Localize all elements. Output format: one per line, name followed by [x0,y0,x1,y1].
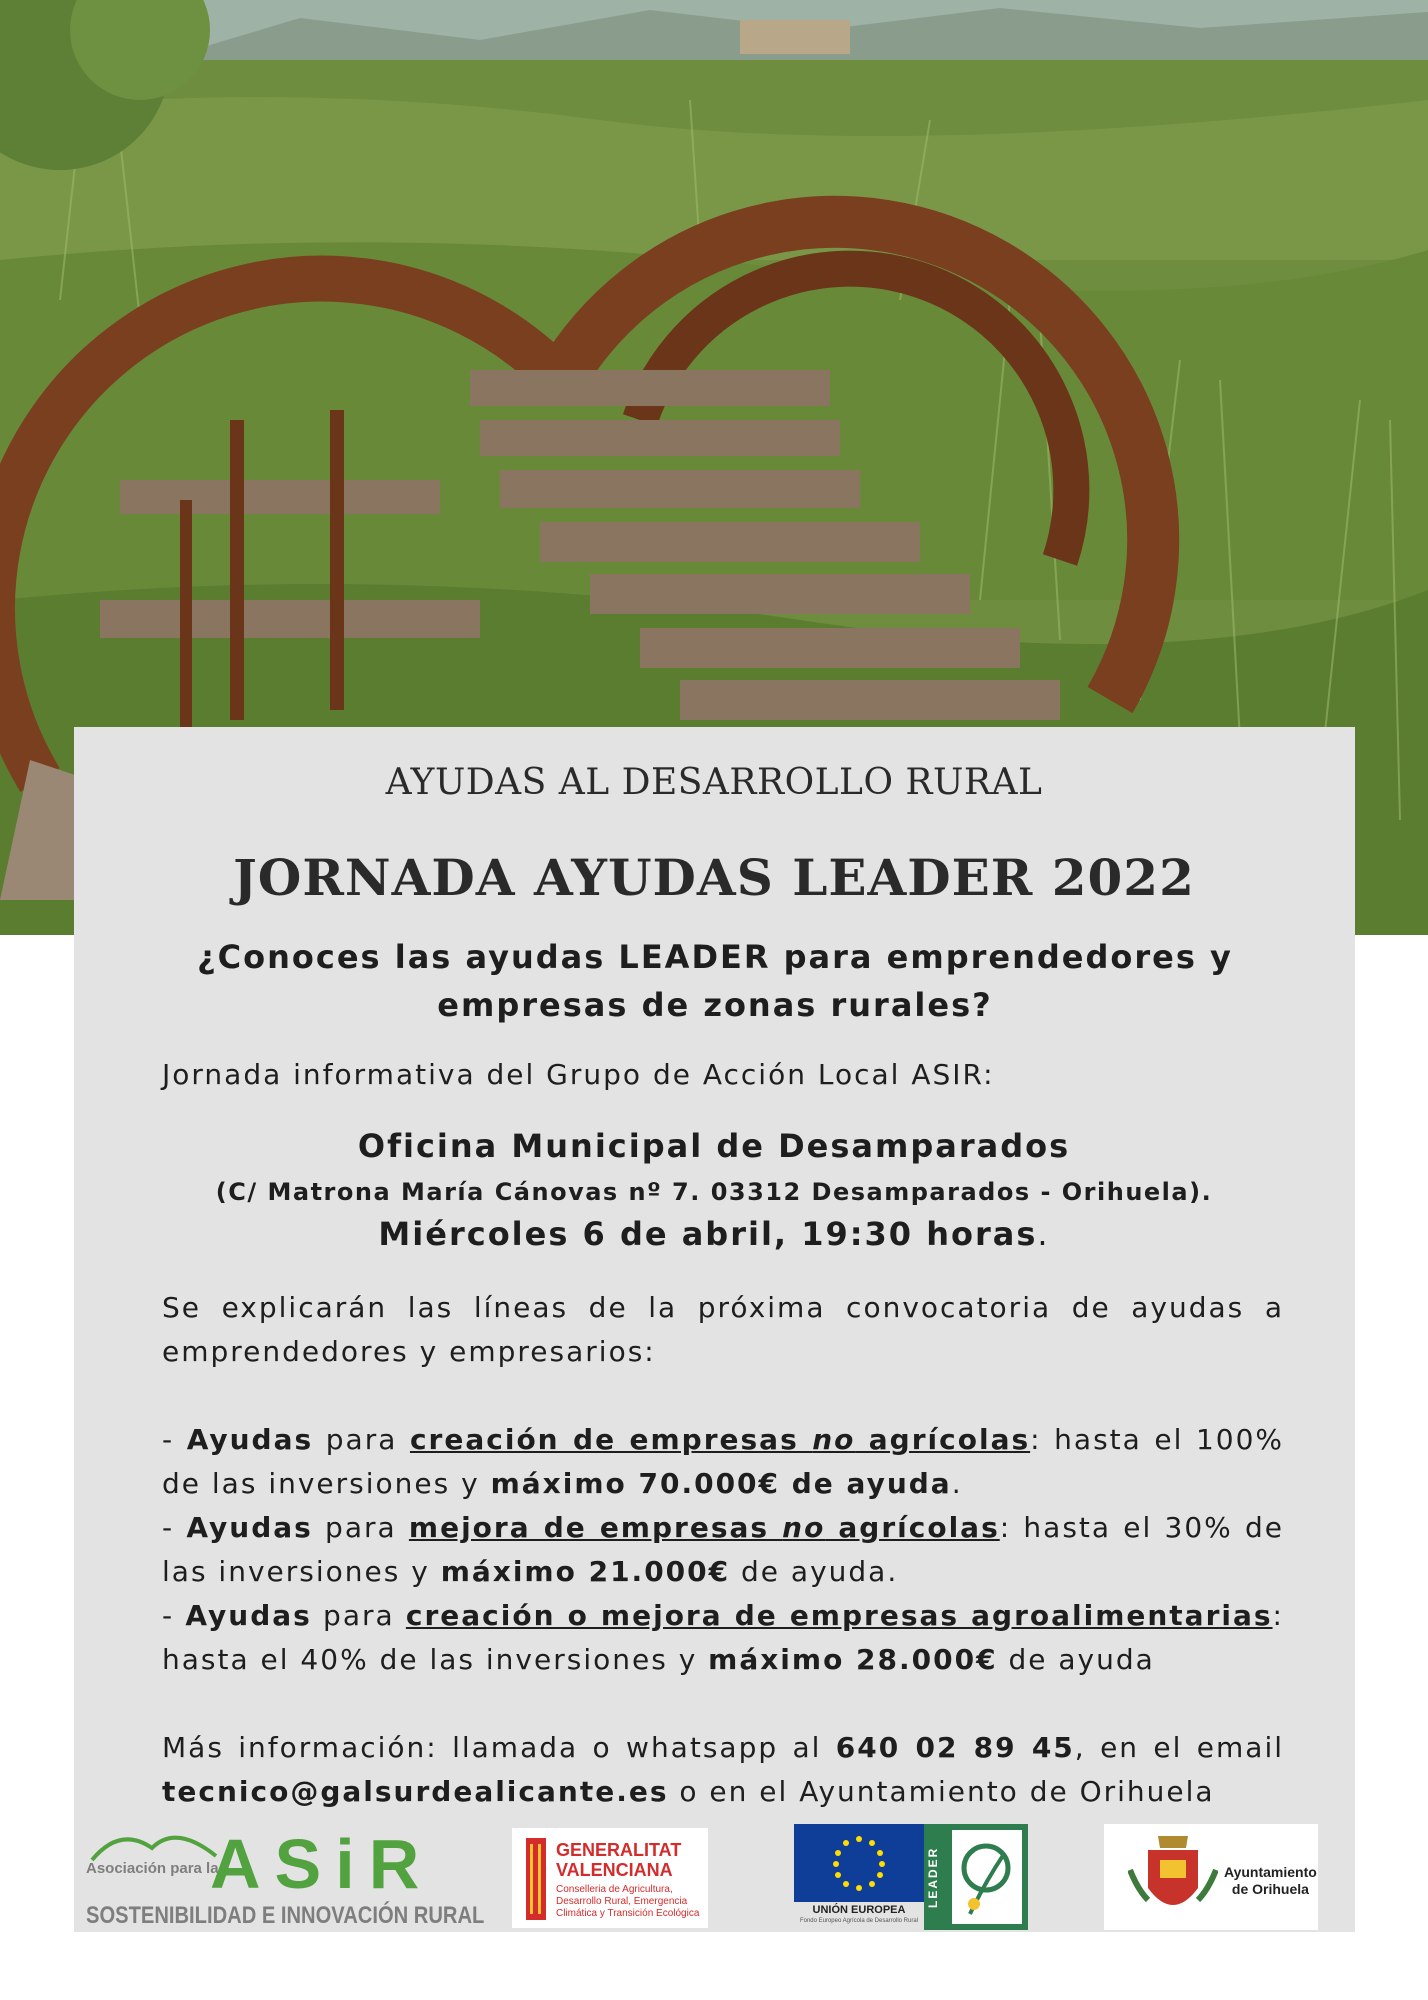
event-date [0,1215,1428,1253]
eu-leader-logo [794,1824,1028,1930]
eu-flag-icon [794,1824,924,1902]
contact-paragraph: Más información: llamada o whatsapp al 640 02 89 45, en el email tecnico@galsurdealicante.es o en el Ayuntamiento de Orihuela [162,1731,1284,1808]
asir-wordmark: ASiR [210,1825,434,1903]
orihuela-name: Ayuntamiento de Orihuela [1224,1864,1317,1897]
asir-small-text: Asociación para la [86,1860,219,1877]
kicker-heading: AYUDAS AL DESARROLLO RURAL [385,762,1043,803]
page-title: JORNADA AYUDAS LEADER 2022 [233,848,1195,907]
event-date-period: . [1037,1215,1050,1253]
explain-paragraph: Se explicarán las líneas de la próxima convocatoria de ayudas a emprendedores y empresarios: [162,1291,1284,1368]
asir-tagline: SOSTENIBILIDAD E INNOVACIÓN RURAL [86,1902,485,1929]
generalitat-department: Conselleria de Agricultura, Desarrollo Rural, Emergencia Climática y Transición Ecológica [556,1884,700,1919]
phone-number: 640 02 89 45 [835,1731,1075,1764]
eu-label: UNIÓN EUROPEA [812,1904,906,1916]
eu-fund-text: Fondo Europeo Agrícola de Desarrollo Rural [799,1918,919,1924]
sponsor-logos [74,1822,1355,1932]
orihuela-logo [1104,1824,1318,1930]
venue-address: (C/ Matrona María Cánovas nº 7. 03312 Desamparados - Orihuela). [215,1178,1213,1206]
email-address[interactable]: tecnico@galsurdealicante.es [162,1775,669,1808]
body-text [162,1286,1284,1814]
asir-logo [84,1822,485,1932]
intro-text: Jornada informativa del Grupo de Acción Local ASIR: [162,1058,995,1091]
generalitat-bat-icon [518,1834,554,1924]
lead-question: ¿Conoces las ayudas LEADER para emprendedores y empresas de zonas rurales? [197,938,1233,1024]
generalitat-name: GENERALITAT VALENCIANA [556,1840,682,1880]
aid-item: - Ayudas para creación o mejora de empresas agroalimentarias: hasta el 40% de las inversiones y máximo 28.000€ de ayuda [162,1599,1284,1676]
orihuela-coat-of-arms-icon [1128,1830,1218,1926]
venue-name: Oficina Municipal de Desamparados [357,1127,1071,1165]
asir-hills-icon [90,1822,220,1862]
leader-wordmark: LEADER [926,1846,940,1908]
generalitat-logo [512,1828,708,1928]
event-date-text: Miércoles 6 de abril, 19:30 horas [378,1215,1038,1253]
aid-item: - Ayudas para creación de empresas no agrícolas: hasta el 100% de las inversiones y máximo 70.000€ de ayuda. [162,1423,1285,1500]
aid-item: - Ayudas para mejora de empresas no agrícolas: hasta el 30% de las inversiones y máximo 21.000€ de ayuda. [162,1511,1285,1588]
